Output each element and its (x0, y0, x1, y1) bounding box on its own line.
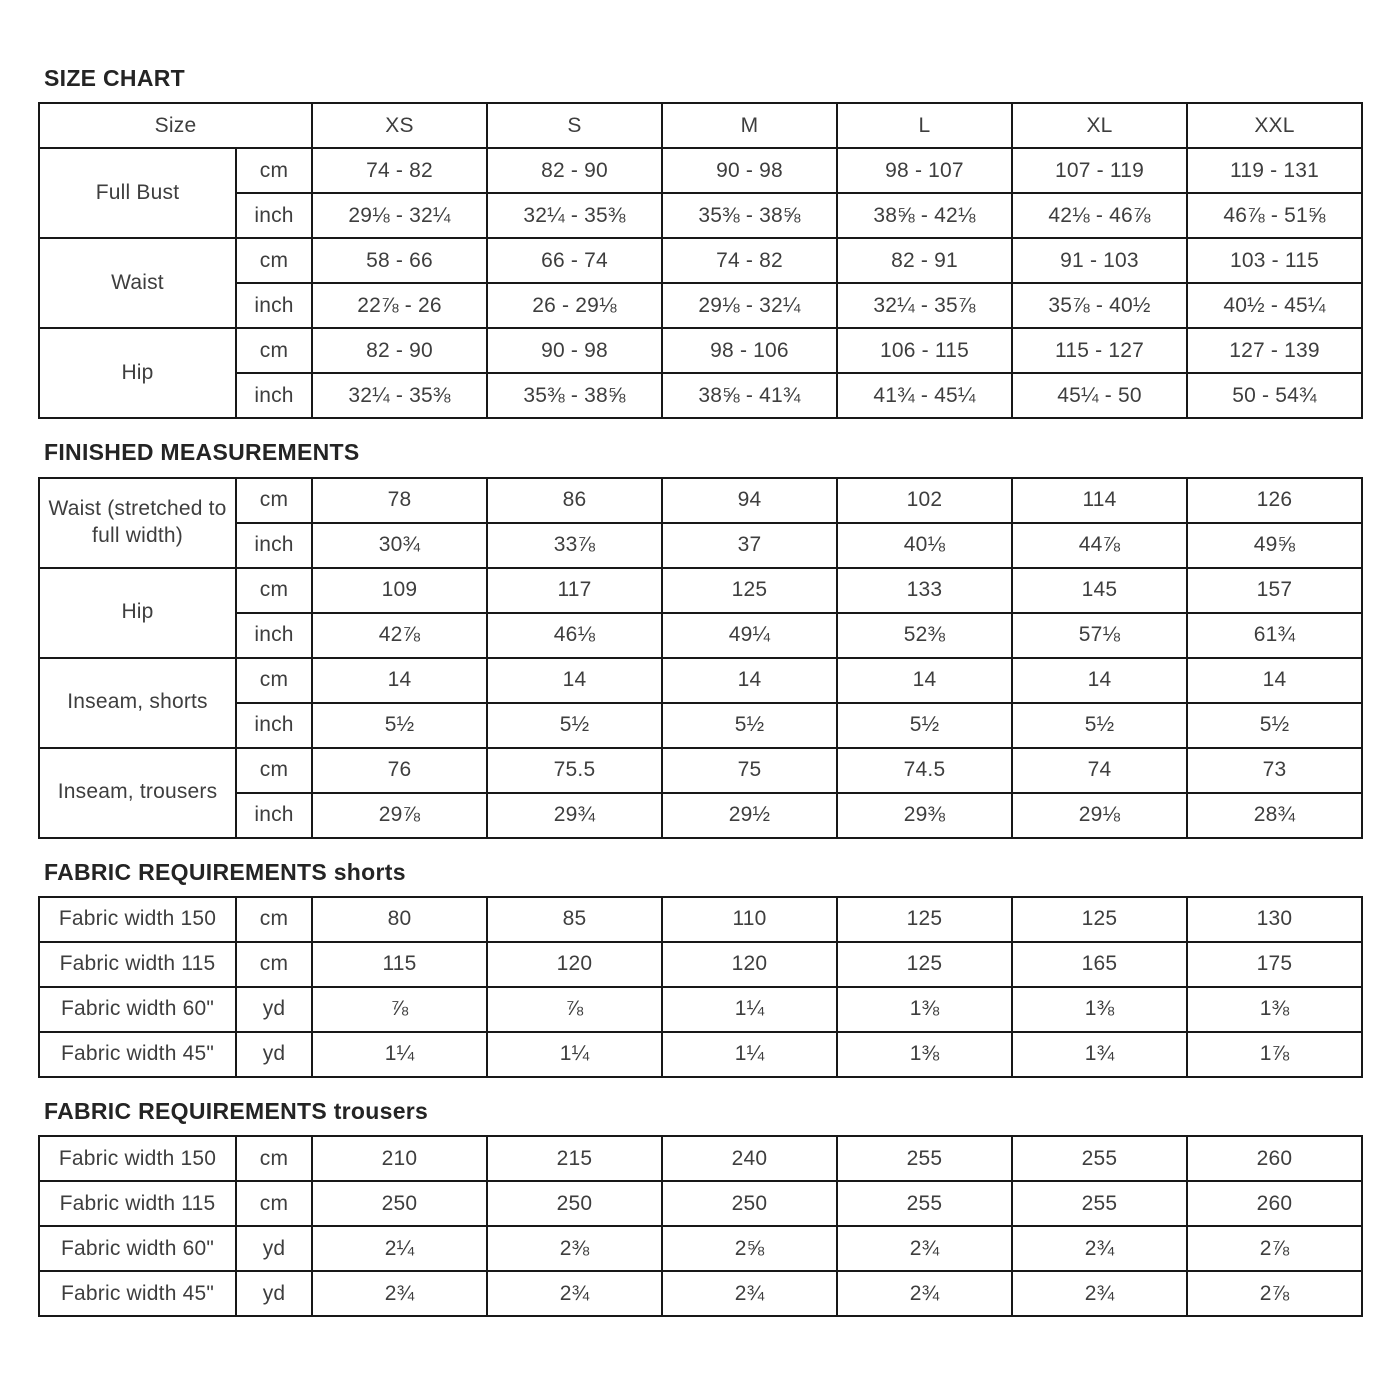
unit-cell: inch (236, 283, 312, 328)
value-cell: 74 - 82 (312, 148, 487, 193)
table-row (39, 748, 1362, 793)
value-cell: 2¾ (1012, 1226, 1187, 1271)
value-cell: 125 (1012, 897, 1187, 942)
row-label: Fabric width 60" (39, 1226, 236, 1271)
table-row (39, 613, 1362, 658)
unit-cell: inch (236, 193, 312, 238)
size-column-header: XL (1012, 103, 1187, 148)
value-cell: ⅞ (487, 987, 662, 1032)
value-cell: 26 - 29⅛ (487, 283, 662, 328)
value-cell: 1⅜ (837, 987, 1012, 1032)
value-cell: 255 (837, 1136, 1012, 1181)
value-cell: 120 (487, 942, 662, 987)
unit-cell: cm (236, 1181, 312, 1226)
value-cell: 175 (1187, 942, 1362, 987)
size-column-header: XS (312, 103, 487, 148)
value-cell: 29⅛ - 32¼ (312, 193, 487, 238)
value-cell: 30¾ (312, 523, 487, 568)
value-cell: 1¼ (487, 1032, 662, 1077)
value-cell: 80 (312, 897, 487, 942)
row-label: Fabric width 150 (39, 1136, 236, 1181)
unit-cell: inch (236, 613, 312, 658)
value-cell: 57⅛ (1012, 613, 1187, 658)
value-cell: 29¾ (487, 793, 662, 838)
value-cell: 2¾ (837, 1271, 1012, 1316)
value-cell: 32¼ - 35⅜ (312, 373, 487, 418)
value-cell: 22⅞ - 26 (312, 283, 487, 328)
value-cell: 2⅞ (1187, 1271, 1362, 1316)
table-row (39, 568, 1362, 613)
unit-cell: cm (236, 148, 312, 193)
value-cell: 145 (1012, 568, 1187, 613)
table-row (39, 148, 1362, 193)
value-cell: 157 (1187, 568, 1362, 613)
row-label: Hip (39, 568, 236, 658)
value-cell: 1⅜ (1187, 987, 1362, 1032)
value-cell: 91 - 103 (1012, 238, 1187, 283)
table-row (39, 238, 1362, 283)
value-cell: 117 (487, 568, 662, 613)
row-label: Fabric width 45" (39, 1032, 236, 1077)
unit-cell: cm (236, 478, 312, 523)
value-cell: 119 - 131 (1187, 148, 1362, 193)
value-cell: 103 - 115 (1187, 238, 1362, 283)
value-cell: 49⅝ (1187, 523, 1362, 568)
value-cell: 14 (837, 658, 1012, 703)
value-cell: 29⅞ (312, 793, 487, 838)
value-cell: 29⅛ - 32¼ (662, 283, 837, 328)
row-label: Hip (39, 328, 236, 418)
size-column-header: XXL (1187, 103, 1362, 148)
value-cell: 28¾ (1187, 793, 1362, 838)
value-cell: 5½ (662, 703, 837, 748)
size-column-header: S (487, 103, 662, 148)
value-cell: 50 - 54¾ (1187, 373, 1362, 418)
value-cell: 86 (487, 478, 662, 523)
value-cell: 114 (1012, 478, 1187, 523)
value-cell: 45¼ - 50 (1012, 373, 1187, 418)
value-cell: 41¾ - 45¼ (837, 373, 1012, 418)
value-cell: 2¼ (312, 1226, 487, 1271)
value-cell: 85 (487, 897, 662, 942)
value-cell: 82 - 91 (837, 238, 1012, 283)
unit-cell: cm (236, 897, 312, 942)
value-cell: 42⅛ - 46⅞ (1012, 193, 1187, 238)
unit-cell: yd (236, 1271, 312, 1316)
value-cell: 90 - 98 (487, 328, 662, 373)
value-cell: 5½ (837, 703, 1012, 748)
unit-cell: yd (236, 1032, 312, 1077)
value-cell: 107 - 119 (1012, 148, 1187, 193)
value-cell: 250 (487, 1181, 662, 1226)
unit-cell: cm (236, 328, 312, 373)
unit-cell: inch (236, 373, 312, 418)
value-cell: 5½ (1187, 703, 1362, 748)
table-row (39, 283, 1362, 328)
value-cell: 29⅜ (837, 793, 1012, 838)
table-row (39, 1032, 1362, 1077)
value-cell: 94 (662, 478, 837, 523)
value-cell: 5½ (1012, 703, 1187, 748)
value-cell: 2¾ (1012, 1271, 1187, 1316)
value-cell: 1⅞ (1187, 1032, 1362, 1077)
value-cell: 106 - 115 (837, 328, 1012, 373)
row-label: Fabric width 115 (39, 942, 236, 987)
value-cell: 38⅝ - 41¾ (662, 373, 837, 418)
value-cell: 125 (837, 942, 1012, 987)
table-row (39, 1271, 1362, 1316)
value-cell: 75.5 (487, 748, 662, 793)
fabric-requirements-trousers-table (38, 1135, 1363, 1317)
table-row (39, 703, 1362, 748)
value-cell: 250 (312, 1181, 487, 1226)
row-label: Fabric width 150 (39, 897, 236, 942)
value-cell: 2¾ (662, 1271, 837, 1316)
value-cell: 76 (312, 748, 487, 793)
value-cell: 102 (837, 478, 1012, 523)
value-cell: 66 - 74 (487, 238, 662, 283)
value-cell: 38⅝ - 42⅛ (837, 193, 1012, 238)
value-cell: 2¾ (487, 1271, 662, 1316)
value-cell: 255 (1012, 1181, 1187, 1226)
value-cell: 109 (312, 568, 487, 613)
value-cell: 40½ - 45¼ (1187, 283, 1362, 328)
row-label: Fabric width 45" (39, 1271, 236, 1316)
size-header-label: Size (39, 103, 312, 148)
value-cell: 35⅞ - 40½ (1012, 283, 1187, 328)
value-cell: 14 (1187, 658, 1362, 703)
value-cell: 125 (837, 897, 1012, 942)
unit-cell: inch (236, 703, 312, 748)
fabric-trousers-title-suffix: trousers (333, 1097, 429, 1124)
value-cell: 210 (312, 1136, 487, 1181)
unit-cell: cm (236, 238, 312, 283)
value-cell: 46⅛ (487, 613, 662, 658)
table-row (39, 328, 1362, 373)
table-row (39, 1226, 1362, 1271)
value-cell: 260 (1187, 1136, 1362, 1181)
value-cell: 49¼ (662, 613, 837, 658)
unit-cell: cm (236, 748, 312, 793)
value-cell: 33⅞ (487, 523, 662, 568)
value-cell: 14 (662, 658, 837, 703)
value-cell: 44⅞ (1012, 523, 1187, 568)
value-cell: 215 (487, 1136, 662, 1181)
unit-cell: cm (236, 568, 312, 613)
value-cell: 35⅜ - 38⅝ (662, 193, 837, 238)
unit-cell: inch (236, 523, 312, 568)
section-title-fabric-requirements-shorts (44, 860, 1363, 885)
value-cell: 130 (1187, 897, 1362, 942)
size-chart-table (38, 102, 1363, 419)
row-label: Waist (39, 238, 236, 328)
value-cell: 74.5 (837, 748, 1012, 793)
value-cell: 250 (662, 1181, 837, 1226)
unit-cell: yd (236, 1226, 312, 1271)
value-cell: 1¼ (662, 987, 837, 1032)
value-cell: 115 (312, 942, 487, 987)
value-cell: 52⅜ (837, 613, 1012, 658)
value-cell: 2⅞ (1187, 1226, 1362, 1271)
value-cell: 35⅜ - 38⅝ (487, 373, 662, 418)
row-label: Fabric width 60" (39, 987, 236, 1032)
row-label: Waist (stretched to full width) (39, 478, 236, 568)
table-row (39, 942, 1362, 987)
value-cell: 1⅜ (837, 1032, 1012, 1077)
row-label: Full Bust (39, 148, 236, 238)
value-cell: 73 (1187, 748, 1362, 793)
value-cell: 98 - 107 (837, 148, 1012, 193)
section-title-size-chart: SIZE CHART (44, 65, 185, 91)
value-cell: 125 (662, 568, 837, 613)
section-title-finished-measurements: FINISHED MEASUREMENTS (44, 439, 360, 466)
value-cell: 165 (1012, 942, 1187, 987)
value-cell: 61¾ (1187, 613, 1362, 658)
value-cell: 240 (662, 1136, 837, 1181)
table-row (39, 523, 1362, 568)
value-cell: 74 (1012, 748, 1187, 793)
value-cell: 74 - 82 (662, 238, 837, 283)
value-cell: 255 (1012, 1136, 1187, 1181)
value-cell: ⅞ (312, 987, 487, 1032)
row-label: Fabric width 115 (39, 1181, 236, 1226)
value-cell: 14 (312, 658, 487, 703)
size-column-header: L (837, 103, 1012, 148)
value-cell: 2¾ (837, 1226, 1012, 1271)
finished-measurements-table (38, 477, 1363, 839)
value-cell: 32¼ - 35⅜ (487, 193, 662, 238)
value-cell: 115 - 127 (1012, 328, 1187, 373)
value-cell: 29½ (662, 793, 837, 838)
value-cell: 98 - 106 (662, 328, 837, 373)
value-cell: 5½ (312, 703, 487, 748)
value-cell: 1¾ (1012, 1032, 1187, 1077)
value-cell: 126 (1187, 478, 1362, 523)
value-cell: 260 (1187, 1181, 1362, 1226)
value-cell: 78 (312, 478, 487, 523)
unit-cell: cm (236, 658, 312, 703)
unit-cell: cm (236, 1136, 312, 1181)
table-row (39, 793, 1362, 838)
value-cell: 133 (837, 568, 1012, 613)
table-row (39, 1136, 1362, 1181)
table-row (39, 478, 1362, 523)
table-row (39, 193, 1362, 238)
unit-cell: yd (236, 987, 312, 1032)
value-cell: 2⅝ (662, 1226, 837, 1271)
value-cell: 42⅞ (312, 613, 487, 658)
table-row (39, 373, 1362, 418)
fabric-trousers-title-text: FABRIC REQUIREMENTS (44, 1097, 327, 1124)
table-row (39, 987, 1362, 1032)
size-header-row (39, 103, 1362, 148)
unit-cell: inch (236, 793, 312, 838)
value-cell: 32¼ - 35⅞ (837, 283, 1012, 328)
section-title-fabric-requirements-trousers (44, 1099, 1363, 1124)
value-cell: 29⅛ (1012, 793, 1187, 838)
unit-cell: cm (236, 942, 312, 987)
value-cell: 58 - 66 (312, 238, 487, 283)
value-cell: 82 - 90 (312, 328, 487, 373)
value-cell: 90 - 98 (662, 148, 837, 193)
value-cell: 1⅜ (1012, 987, 1187, 1032)
value-cell: 2¾ (312, 1271, 487, 1316)
value-cell: 110 (662, 897, 837, 942)
value-cell: 14 (1012, 658, 1187, 703)
value-cell: 82 - 90 (487, 148, 662, 193)
fabric-requirements-shorts-table (38, 896, 1363, 1078)
value-cell: 46⅞ - 51⅝ (1187, 193, 1362, 238)
value-cell: 255 (837, 1181, 1012, 1226)
fabric-shorts-title-text: FABRIC REQUIREMENTS (44, 858, 327, 885)
value-cell: 14 (487, 658, 662, 703)
value-cell: 37 (662, 523, 837, 568)
value-cell: 1¼ (312, 1032, 487, 1077)
value-cell: 127 - 139 (1187, 328, 1362, 373)
value-cell: 120 (662, 942, 837, 987)
value-cell: 5½ (487, 703, 662, 748)
table-row (39, 1181, 1362, 1226)
value-cell: 75 (662, 748, 837, 793)
value-cell: 40⅛ (837, 523, 1012, 568)
value-cell: 2⅜ (487, 1226, 662, 1271)
value-cell: 1¼ (662, 1032, 837, 1077)
row-label: Inseam, shorts (39, 658, 236, 748)
size-column-header: M (662, 103, 837, 148)
row-label: Inseam, trousers (39, 748, 236, 838)
fabric-shorts-title-suffix: shorts (333, 858, 406, 885)
table-row (39, 897, 1362, 942)
table-row (39, 658, 1362, 703)
